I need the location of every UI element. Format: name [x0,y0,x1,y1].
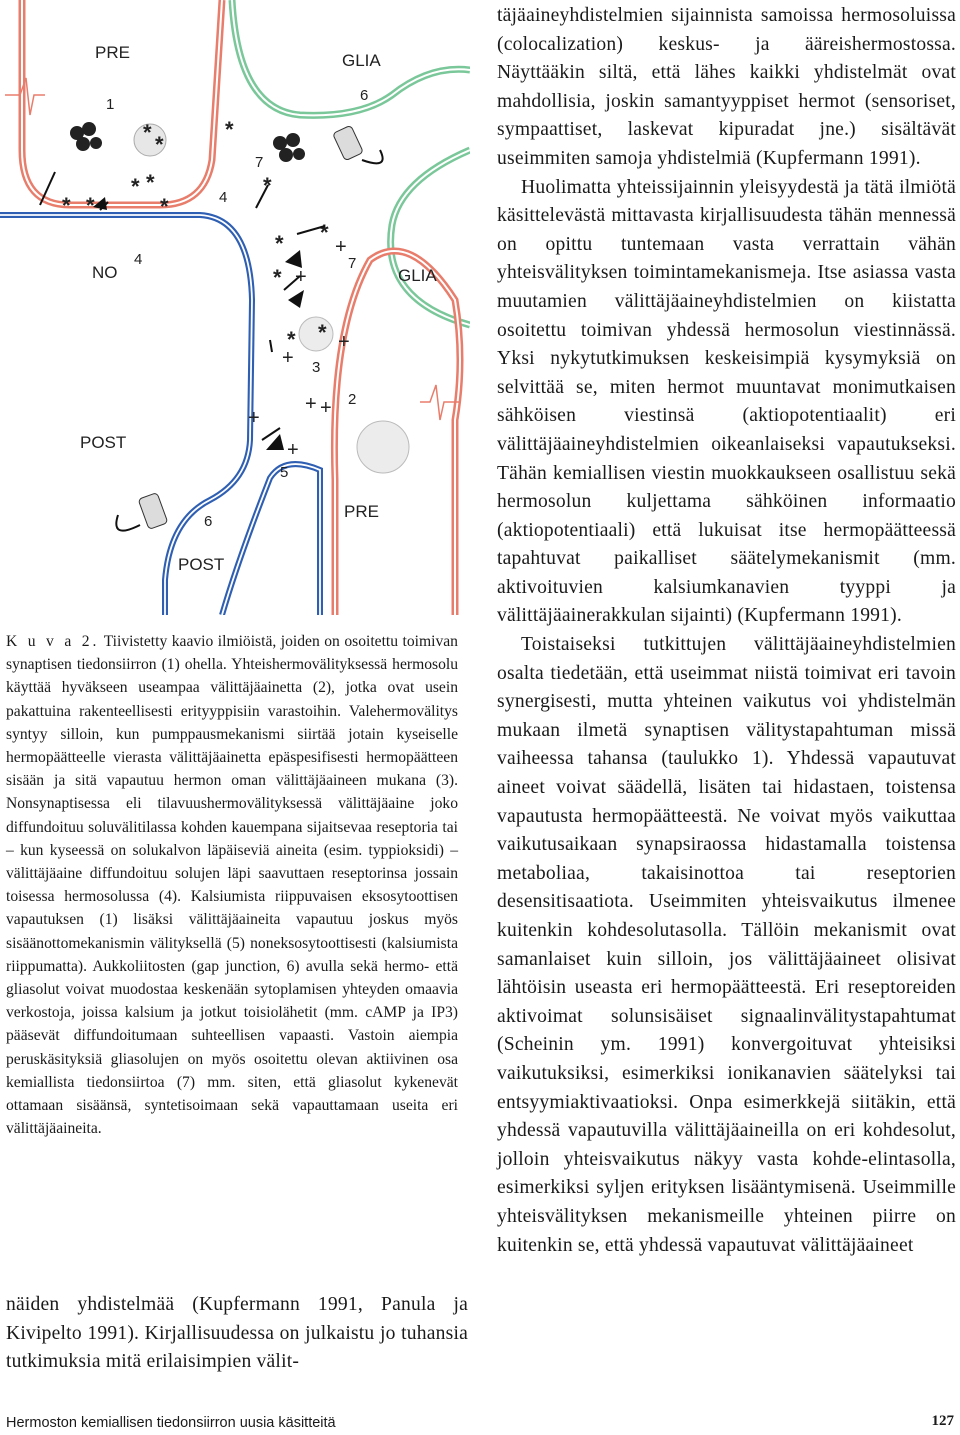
svg-text:*: * [143,120,152,145]
svg-text:*: * [263,173,272,198]
caption-label: K u v a 2. [6,633,100,650]
number-7: 7 [255,154,264,171]
svg-text:*: * [155,132,164,157]
label-pre-top: PRE [95,43,130,62]
label-glia-right: GLIA [398,266,437,285]
number-1: 1 [106,96,115,113]
svg-text:*: * [273,265,282,290]
svg-text:+: + [320,397,332,419]
number-4: 4 [134,251,143,268]
number-6: 6 [204,513,213,530]
svg-text:+: + [287,439,299,461]
number-7: 7 [348,255,357,272]
left-column-text: näiden yhdistelmää (Kupfermann 1991, Panula ja Kivipelto 1991). Kirjallisuudessa on julkaistu jo tuhansia tutkimuksia mitä erilaisimpien välit- [6,1294,468,1373]
svg-text:*: * [131,174,140,199]
svg-text:+: + [338,331,350,353]
figure-caption [6,630,458,1140]
right-column [497,2,956,1260]
number-2: 2 [348,391,357,408]
label-pre-bottom: PRE [344,502,379,521]
caption-text: Tiivistetty kaavio ilmiöistä, joiden on osoitettu toimivan synaptisen tiedonsiirron (1) ohella. Yhteishermovälityksessä hermosolu käyttää hyväkseen useampaa välittäjäainetta (2), jotka ovat usein pakattuina rakenteellisesti erityyppisiin varastoihin. Valehermovälitys syntyy silloin, kun pumppausmekanismi siirtää jotain kyseiselle hermopäätteelle vierasta välittäjäainetta epäspesifisesti hermopäätteen sisään ja sitä vapautuu hermon oman välittäjäaineen mukana (3). Nonsynaptisessa eli tilavuushermovälityksessä välittäjäaine joko diffundoituu soluvälitilassa kohden kauempana sijaitsevaa reseptoria tai – kun kyseessä on solukalvon läpäiseviä aineita (esim. typpioksidi) – välittäjäaine diffundoituu solujen läpi saavuttaen reseptorinsa jossain toisessa hermosolussa (4). Kalsiumista riippuvaisen eksosytoottisen vapautuksen (1) lisäksi välittäjäaineita vapautuu joskus myös sisäänottomekanismin välityksellä (5) noneksosytoottisesti (kalsiumista riippumatta). Aukkoliitosten (gap junction, 6) avulla sekä hermo- että gliasolut voivat muodostaa keskenään sytoplamisen yhteyden omaavia verkostoja, joissa kalsium ja jotkut toisiolähetit (mm. cAMP ja IP3) pääsevät diffundoitumaan suhteellisen vapaasti. Vastoin aiempia peruskäsityksiä gliasolujen on myös osoitettu olevan aktiivinen osa kemiallista tiedonsiirtoa (7) mm. siten, että gliasolut kykenevät ottamaan sisäänsä, syntetisoimaan sekä vapauttamaan useita eri välittäjäaineita. [6,633,458,1138]
number-6: 6 [360,87,369,104]
receptor-markers [93,197,304,450]
number-4: 4 [219,189,228,206]
svg-text:+: + [305,393,317,415]
synaptic-transmission-diagram [0,0,470,615]
label-no: NO [92,263,118,282]
svg-text:*: * [86,193,95,218]
svg-text:*: * [160,194,169,219]
paragraph: Huolimatta yhteissijainnin yleisyydestä ja tätä ilmiötä käsittelevästä mittavasta kirjallisuudesta tähän mennessä on opittu tuntemaan vasta verrattain vähän yhteisvälityksen toimintamekanismeja. Itse asiassa vasta muutamien välittäjäaineyhdistelmien on kiistatta osoitettu toimivan yhdessä hermosolun viestinnässä. Yksi nykytutkimuksen keskeisimpiä kysymyksiä on selvittää se, miten hermot muuntavat monimutkaisen sähköisen viestinsä (aktiopotentiaalit) eri välittäjäaineyhdistelmien oikeanlaiseksi vapautukseksi. Tähän kemiallisen viestin muokkaukseen osallistuu sekä hermosolun kuljettama sähköinen informaatio (aktiopotentiaali) että lukuisat itse hermopäätteessä tapahtuvat paikalliset säätelymekanismit (mm. aktivoituvien kalsiumkanavien tyyppi ja välittäjäainerakkulan sijainti) (Kupfermann 1991). [497,176,956,627]
paragraph: Toistaiseksi tutkittujen välittäjäaineyhdistelmien osalta tiedetään, että useimmat niistä toimivat eri tavoin synergisesti, mutta yhteinen vaikutus voi yhdistelmän mukaan ilmetä synaptisen välitystapahtuman missä vaiheessa tahansa (taulukko 1). Yhdessä vapautuvat aineet voivat säädellä, lisäten tai hidastaen, toistensa vapautusta hermopäätteestä. Ne voivat myös vaikuttaa vaikutusaikaan synapsiraossa hidastamalla toistensa metaboliaa, takaisinottoa tai reseptorien desensitisaatiota. Useimmiten yhteisvaikutus ilmenee kuitenkin kohdesolutasolla. Tällöin mekanismit ovat samanlaiset kuin silloin, jos välittäjäaineet olisivat lähtöisin useasta eri hermopäätteestä. Eri reseptoreiden aktivoimat solunsisäiset signaalinvälitystapahtumat (Scheinin ym. 1991) konvergoituvat yhteisiksi vaikutuksiksi, esimerkiksi ionikanavien säätelyksi tai entsyymiaktivaatioksi. Onpa esimerkkejä siitäkin, että yhdessä vapautuvilla välittäjäaineilla on eri kohdesolut, jolloin yhteisvaikutus näkyy vasta kohde-elintasolla, esimerkiksi syljen erityksen lisääntymisenä. Useimmille yhteisvälityksen mekanismeille yhteinen piirre on kuitenkin se, että yhdessä vapautuvat välittäjäaineet [497,634,956,1256]
page-number: 127 [931,1413,954,1429]
label-post-bottom: POST [178,555,225,574]
running-footer-title: Hermoston kemiallisen tiedonsiirron uusia käsitteitä [6,1415,336,1431]
svg-text:+: + [335,236,347,258]
svg-text:*: * [146,170,155,195]
vesicle-cluster [70,122,305,162]
postsynaptic-bottom [165,464,320,615]
number-5: 5 [280,464,289,481]
svg-text:*: * [275,231,284,256]
svg-text:+: + [248,407,260,429]
svg-text:+: + [295,266,307,288]
presynaptic-terminal-top [22,0,222,205]
svg-text:*: * [62,193,71,218]
svg-text:*: * [320,220,329,245]
number-3: 3 [312,359,321,376]
label-glia-top: GLIA [342,51,381,70]
svg-text:+: + [282,347,294,369]
label-post-left: POST [80,433,127,452]
svg-text:*: * [225,117,234,142]
svg-text:*: * [287,327,296,352]
svg-text:*: * [318,320,327,345]
paragraph: täjäaineyhdistelmien sijainnista samoissa hermosoluissa (colocalization) keskus- ja ääreishermostossa. Näyttääkin siltä, että lähes kaikki yhdistelmät ovat mahdollisia, joskin samantyyppiset hermot (sensoriset, sympaattiset, laskevat kipuradat jne.) sisältävät useimmiten samoja yhdistelmiä (Kupfermann 1991). [497,5,956,169]
